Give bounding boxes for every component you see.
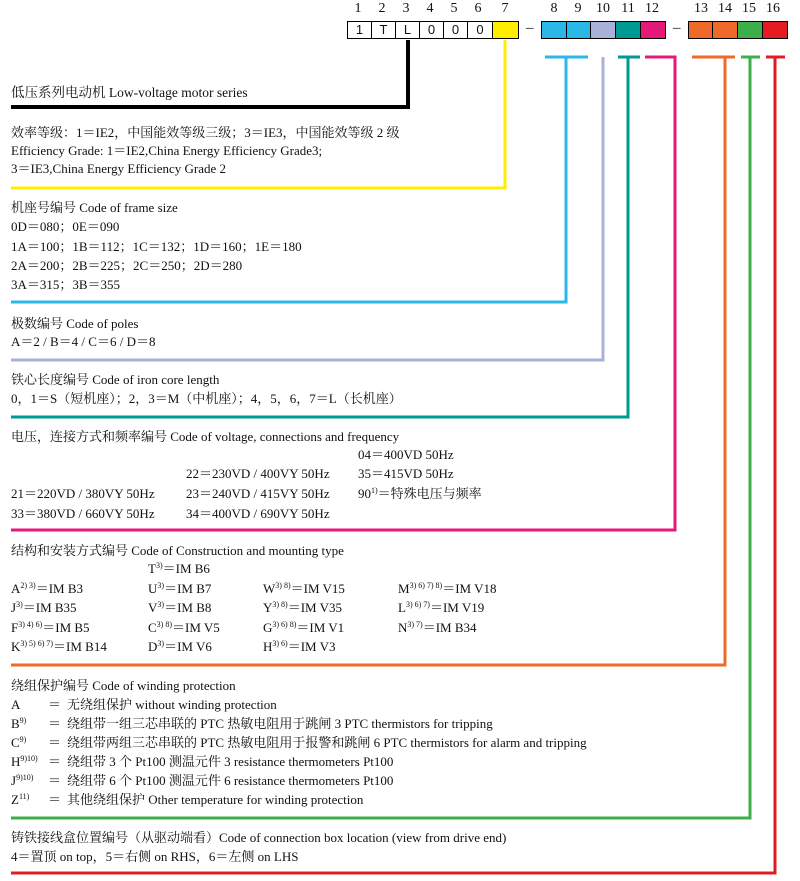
winding-row-code: $B^{9)}$: [11, 716, 27, 731]
code-box-1: 1: [347, 21, 372, 39]
code-box-9: [566, 21, 591, 39]
winding-row-code: $Z^{11)}$: [11, 792, 30, 807]
code-value: ＝IM V1: [296, 620, 345, 635]
code-box-14: [712, 21, 738, 39]
winding-row-eq: ＝: [48, 735, 62, 750]
code-letter: Y: [263, 600, 273, 615]
winding-row-code: $C^{9)}$: [11, 735, 27, 750]
footnote-ref: 3) 6): [272, 639, 288, 648]
efficiency-line-2: 3＝IE3,China Energy Efficiency Grade 2: [11, 161, 227, 176]
code-value: ＝IM B8: [164, 600, 212, 615]
code-value: ＝IM B3: [35, 581, 84, 596]
code-letter: F: [11, 620, 19, 635]
code-box-2: T: [371, 21, 396, 39]
voltage-code-04: 04＝400VD 50Hz: [358, 447, 454, 462]
winding-row-text: 无绕组保护 without winding protection: [67, 697, 277, 712]
code-value: ＝IM B14: [53, 639, 107, 654]
position-number: 7: [501, 1, 509, 16]
mounting-code-C: [148, 619, 220, 637]
position-number: 8: [550, 1, 558, 16]
code-value: ＝IM V6: [164, 639, 212, 654]
footnote-ref: 3) 8): [275, 581, 291, 590]
footnote-ref: 2) 3): [20, 581, 36, 590]
footnote-ref: 3): [157, 639, 165, 648]
winding-row-eq: ＝: [48, 716, 62, 731]
position-number: 4: [426, 1, 434, 16]
mounting-code-K: [11, 638, 107, 656]
footnote-ref: 3) 6) 8): [272, 620, 297, 629]
code-box-12: [640, 21, 666, 39]
efficiency-title: 效率等级：1＝IE2，中国能效等级三级；3＝IE3，中国能效等级 2 级: [11, 125, 400, 140]
winding-row-code: $H^{9)10)}$: [11, 754, 38, 769]
code-letter: H: [263, 639, 273, 654]
code-value: ＝IM V18: [442, 581, 497, 596]
code-letter: A: [11, 581, 21, 596]
winding-row-text: 其他绕组保护 Other temperature for winding protection: [67, 792, 364, 807]
position-number: 3: [402, 1, 410, 16]
code-letter: L: [398, 600, 406, 615]
position-number: 13: [694, 1, 708, 16]
mounting-code-G: [263, 619, 344, 637]
code-box-10: [590, 21, 616, 39]
frame-line: 2A＝200；2B＝225；2C＝250；2D＝280: [11, 258, 243, 273]
voltage-code-90-label: 90: [358, 486, 371, 501]
mounting-code-M: [398, 580, 497, 598]
frame-line: 3A＝315；3B＝355: [11, 277, 121, 292]
position-number: 14: [718, 1, 732, 16]
position-number: 16: [766, 1, 780, 16]
series-title: 低压系列电动机 Low-voltage motor series: [11, 85, 248, 100]
code-letter: W: [263, 581, 276, 596]
footnote-ref: 3) 4) 6): [18, 620, 43, 629]
position-number: 2: [378, 1, 386, 16]
code-letter: G: [263, 620, 273, 635]
mounting-code-F: [11, 619, 90, 637]
footnote-ref: 3): [155, 561, 163, 570]
position-number: 5: [450, 1, 458, 16]
winding-row-text: 绕组带 3 个 Pt100 测温元件 3 resistance thermometers Pt100: [67, 754, 394, 769]
footnote-ref: 3) 8): [156, 620, 172, 629]
code-letter: C: [148, 620, 157, 635]
code-box-8: [541, 21, 567, 39]
voltage-code-22: 22＝230VD / 400VY 50Hz: [186, 466, 330, 481]
position-number: 15: [742, 1, 756, 16]
code-letter: V: [148, 600, 158, 615]
code-value: ＝IM B6: [162, 561, 210, 576]
voltage-title: 电压，连接方式和频率编号 Code of voltage, connections and frequency: [11, 429, 400, 444]
connector-line-teal: [11, 57, 640, 417]
mounting-code-A: [11, 580, 83, 598]
code-letter: N: [398, 620, 408, 635]
code-box-5: 0: [443, 21, 468, 39]
voltage-code-35: 35＝415VD 50Hz: [358, 466, 454, 481]
mounting-code-J: [11, 599, 77, 617]
code-value: ＝IM V35: [287, 600, 343, 615]
mounting-code-U: [148, 580, 211, 598]
position-number: 11: [621, 1, 635, 16]
position-number: 9: [574, 1, 582, 16]
mounting-code-H: [263, 638, 336, 656]
code-value: ＝IM B5: [42, 620, 90, 635]
poles-line: A＝2 / B＝4 / C＝6 / D＝8: [11, 334, 156, 349]
winding-row-code: $J^{9)10)}$: [11, 773, 34, 788]
separator-dash: –: [673, 20, 681, 36]
frame-line: 0D＝080；0E＝090: [11, 219, 120, 234]
voltage-code-33: 33＝380VD / 660VY 50Hz: [11, 506, 155, 521]
voltage-code-21: 21＝220VD / 380VY 50Hz: [11, 486, 155, 501]
frame-title: 机座号编号 Code of frame size: [11, 200, 178, 215]
mounting-code-D: [148, 638, 212, 656]
box-location-line: 4＝置顶 on top，5＝右侧 on RHS，6＝左侧 on LHS: [11, 849, 299, 864]
footnote-ref: 3) 8): [272, 600, 288, 609]
winding-title: 绕组保护编号 Code of winding protection: [11, 678, 236, 693]
position-number: 12: [645, 1, 659, 16]
footnote-ref: 3) 7): [407, 620, 423, 629]
winding-row-eq: ＝: [48, 697, 62, 712]
footnote-ref: 1): [371, 486, 378, 495]
frame-line: 1A＝100；1B＝112；1C＝132；1D＝160；1E＝180: [11, 239, 302, 254]
voltage-code-34: 34＝400VD / 690VY 50Hz: [186, 506, 330, 521]
core-title: 铁心长度编号 Code of iron core length: [11, 372, 220, 387]
code-value: ＝IM V19: [429, 600, 485, 615]
winding-row-text: 绕组带一组三芯串联的 PTC 热敏电阻用于跳闸 3 PTC thermistors for tripping: [67, 716, 493, 731]
position-number: 6: [474, 1, 482, 16]
code-letter: K: [11, 639, 21, 654]
code-value: ＝IM V5: [172, 620, 220, 635]
voltage-code-90-text: ＝特殊电压与频率: [377, 486, 482, 501]
code-box-16: [762, 21, 788, 39]
mounting-code-L: [398, 599, 484, 617]
voltage-code-23: 23＝240VD / 415VY 50Hz: [186, 486, 330, 501]
poles-title: 极数编号 Code of poles: [11, 316, 139, 331]
code-box-15: [737, 21, 763, 39]
code-value: ＝IM V3: [287, 639, 336, 654]
box-location-title: 铸铁接线盒位置编号（从驱动端看）Code of connection box location (view from drive end): [11, 830, 507, 845]
mounting-code-W: [263, 580, 345, 598]
efficiency-line-1: Efficiency Grade: 1＝IE2,China Energy Efficiency Grade3;: [11, 143, 323, 158]
code-value: ＝IM V15: [290, 581, 345, 596]
code-box-3: L: [395, 21, 420, 39]
winding-row-eq: ＝: [48, 773, 62, 788]
winding-row-eq: ＝: [48, 754, 62, 769]
mounting-title: 结构和安装方式编号 Code of Construction and mounting type: [11, 543, 344, 558]
footnote-ref: 3) 6) 7) 8): [409, 581, 443, 590]
code-value: ＝IM B34: [422, 620, 477, 635]
footnote-ref: 3) 6) 7): [405, 600, 430, 609]
mounting-code-T: [148, 560, 210, 578]
winding-row-text: 绕组带两组三芯串联的 PTC 热敏电阻用于报警和跳闸 6 PTC thermistors for alarm and tripping: [67, 735, 587, 750]
code-letter: J: [11, 600, 17, 615]
code-box-4: 0: [419, 21, 444, 39]
winding-row-text: 绕组带 6 个 Pt100 测温元件 6 resistance thermometers Pt100: [67, 773, 394, 788]
code-value: ＝IM B7: [164, 581, 212, 596]
winding-row-code: A: [11, 697, 21, 712]
code-letter: T: [148, 561, 156, 576]
footnote-ref: 3): [157, 600, 165, 609]
winding-row-eq: ＝: [48, 792, 62, 807]
code-box-13: [688, 21, 713, 39]
core-line: 0，1＝S（短机座）；2，3＝M（中机座）；4，5，6，7＝L（长机座）: [11, 391, 402, 406]
separator-dash: –: [526, 20, 534, 36]
code-letter: M: [398, 581, 410, 596]
footnote-ref: 3) 5) 6) 7): [20, 639, 54, 648]
code-box-7: [492, 21, 519, 39]
code-letter: D: [148, 639, 158, 654]
code-box-6: 0: [467, 21, 493, 39]
footnote-ref: 3): [16, 600, 23, 609]
code-box-11: [615, 21, 641, 39]
mounting-code-Y: [263, 599, 342, 617]
code-letter: U: [148, 581, 158, 596]
position-number: 10: [596, 1, 610, 16]
footnote-ref: 3): [157, 581, 165, 590]
code-value: ＝IM B35: [22, 600, 77, 615]
mounting-code-N: [398, 619, 477, 637]
position-number: 1: [354, 1, 362, 16]
mounting-code-V: [148, 599, 211, 617]
voltage-code-90: [358, 485, 482, 503]
